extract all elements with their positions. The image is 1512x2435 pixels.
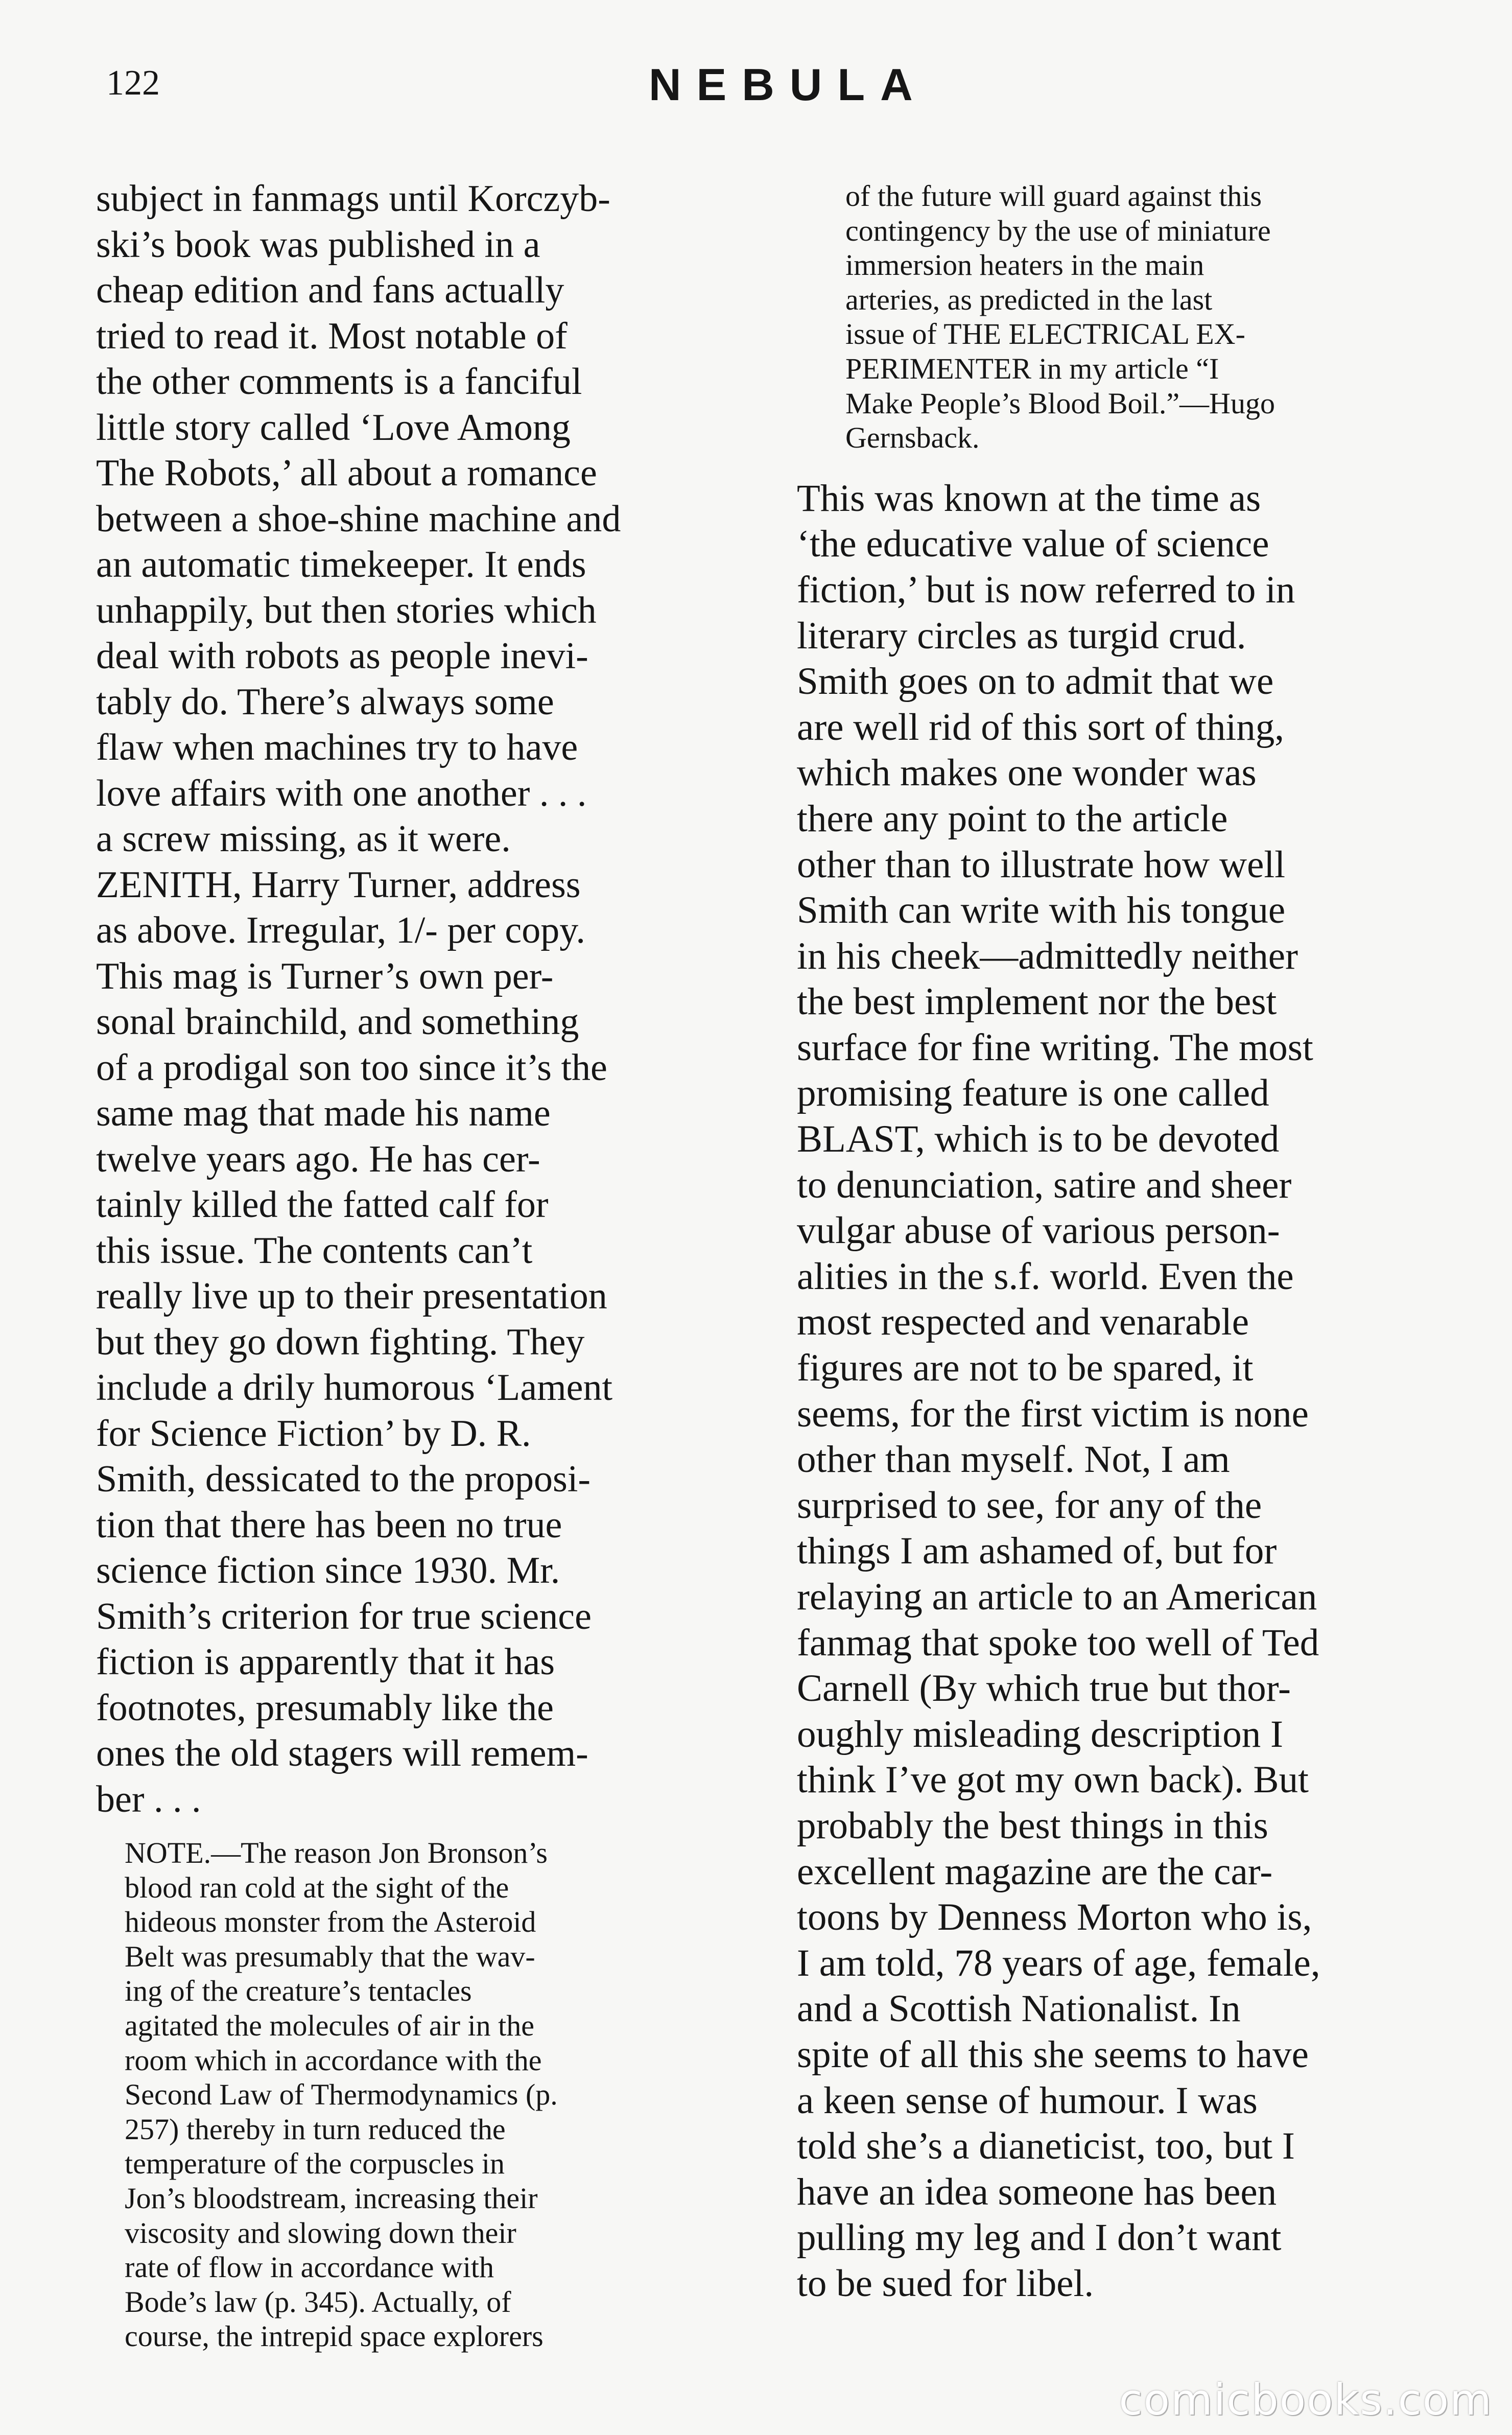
footnote-text: NOTE.—The reason Jon Bronson’s blood ran cold at the sight of the hideous monster from the Asteroid Belt was presumably that the wav- ing of the creature’s tentacles agitated the molecules of air in the room which in accordance with the Second Law of Thermodynamics (p. 257) thereby in turn reduced the temperature of the corpuscles in Jon’s bloodstream, increasing their viscosity and slowing down their rate of flow in accordance with Bode’s law (p. 345). Actually, of course, the intrepid space explorers bbox=[125, 1836, 558, 2353]
right-column bbox=[797, 179, 1430, 2307]
right-body-text: This was known at the time as ‘the educative value of science fiction,’ but is now referred to in literary circles as turgid crud. Smith goes on to admit that we are well rid of this sort of thing, which makes one wonder was there any point to the article other than to illustrate how well Smith can write with his tongue in his cheek—admittedly neither the best implement nor the best surface for fine writing. The most promising feature is one called BLAST, which is to be devoted to denunciation, satire and sheer vulgar abuse of various person- alities in the s.f. world. Even the most respected and venarable figures are not to be spared, it seems, for the first victim is none other than myself. Not, I am surprised to see, for any of the things I am ashamed of, but for relaying an article to an American fanmag that spoke too well of Ted Carnell (By which true but thor- oughly misleading description I think I’ve got my own back). But probably the best things in this excellent magazine are the car- toons by Denness Morton who is, I am told, 78 years of age, female, and a Scottish Nationalist. In spite of all this she seems to have a keen sense of humour. I was told she’s a dianeticist, too, but I have an idea someone has been pulling my leg and I don’t want to be sued for libel. bbox=[797, 477, 1320, 2305]
left-column bbox=[96, 176, 719, 2354]
watermark-logo: comicbooks.com bbox=[1119, 2375, 1493, 2425]
page-number: 122 bbox=[106, 63, 160, 103]
footnote-continued-text: of the future will guard against this contingency by the use of miniature immersion heaters in the main arteries, as predicted in the last issue of THE ELECTRICAL EX- PERIMENTER in my article “I Make People’s Blood Boil.”—Hugo Gernsback. bbox=[845, 179, 1275, 455]
left-body-text: subject in fanmags until Korczyb- ski’s book was published in a cheap edition and fans actually tried to read it. Most notable of the other comments is a fanciful little story called ‘Love Among The Robots,’ all about a romance between a shoe-shine machine and an automatic timekeeper. It ends unhappily, but then stories which deal with robots as people inevi- tably do. There’s always some flaw when machines try to have love affairs with one another . . . a screw missing, as it were. ZENITH, Harry Turner, address as above. Irregular, 1/- per copy. This mag is Turner’s own per- sonal brainchild, and something of a prodigal son too since it’s the same mag that made his name twelve years ago. He has cer- tainly killed the fatted calf for this issue. The contents can’t really live up to their presentation but they go down fighting. They include a drily humorous ‘Lament for Science Fiction’ by D. R. Smith, dessicated to the proposi- tion that there has been no true science fiction since 1930. Mr. Smith’s criterion for true science fiction is apparently that it has footnotes, presumably like the ones the old stagers will remem- ber . . . bbox=[96, 178, 621, 1820]
magazine-title: NEBULA bbox=[649, 59, 928, 110]
